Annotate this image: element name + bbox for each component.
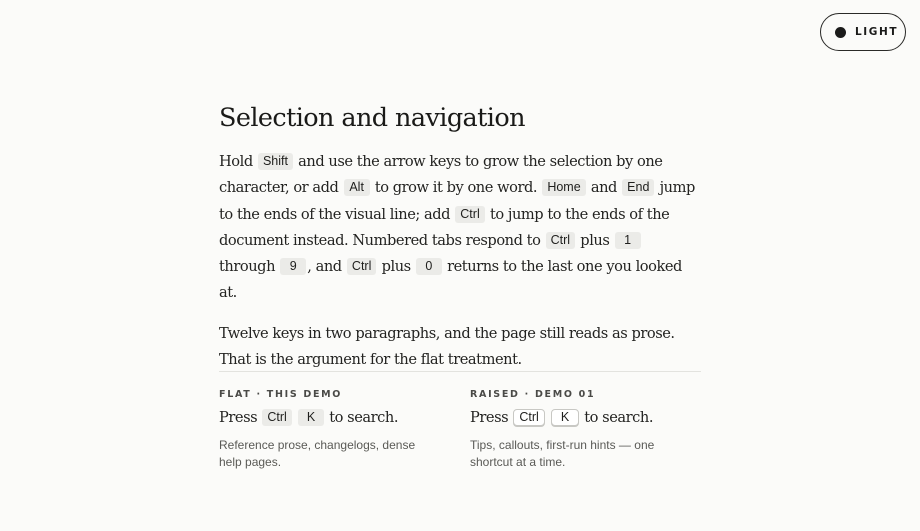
kbd-9: 9 (280, 258, 306, 275)
kbd-ctrl: Ctrl (347, 258, 376, 275)
demo-eyebrow: RAISED · DEMO 01 (470, 389, 596, 400)
prose-text: to grow it by one word. (374, 179, 538, 197)
section-divider (219, 371, 701, 372)
kbd-alt: Alt (344, 179, 370, 196)
paragraph-argument: Twelve keys in two paragraphs, and the page still reads as prose. That is the argument for the flat treatment. (219, 324, 675, 369)
prose-text: and (590, 179, 617, 197)
kbd-1: 1 (615, 232, 641, 249)
demo-flat (219, 389, 451, 470)
prose-text: jump to the ends of the visual line; add (219, 179, 695, 223)
paragraph-selection (219, 149, 701, 307)
demo-suffix-text: to search. (584, 409, 654, 426)
demo-example (470, 405, 702, 431)
demo-press-text: Press (470, 409, 509, 426)
demo-description: Tips, callouts, first-run hints — one shortcut at a time. (470, 438, 655, 469)
prose-text: through (219, 258, 276, 276)
demo-suffix-text: to search. (329, 409, 399, 426)
kbd-ctrl-raised: Ctrl (513, 409, 544, 426)
kbd-k-raised: K (551, 409, 579, 426)
demo-example (219, 405, 451, 431)
prose-text: plus (381, 258, 411, 276)
kbd-home: Home (542, 179, 585, 196)
prose-text: plus (580, 231, 610, 249)
prose-text: , and (307, 258, 342, 276)
article (219, 96, 701, 373)
prose-text: Hold (219, 153, 253, 170)
kbd-ctrl: Ctrl (262, 409, 291, 426)
theme-toggle-label: LIGHT (855, 26, 899, 38)
kbd-ctrl: Ctrl (546, 232, 575, 249)
kbd-end: End (622, 179, 654, 196)
demo-eyebrow: FLAT · THIS DEMO (219, 389, 343, 400)
prose-text: returns to the last one you looked at. (219, 258, 682, 302)
page-title: Selection and navigation (219, 103, 525, 133)
demo-raised (470, 389, 702, 470)
prose-text: to jump to the ends of the document instead. Numbered tabs respond to (219, 205, 670, 249)
kbd-0: 0 (416, 258, 442, 275)
prose-text: and use the arrow keys to grow the selection by one character, or add (219, 153, 663, 197)
kbd-shift: Shift (258, 153, 293, 170)
kbd-ctrl: Ctrl (455, 206, 484, 223)
theme-dot-icon (835, 27, 846, 38)
demo-description: Reference prose, changelogs, dense help pages. (219, 438, 416, 469)
kbd-k: K (298, 409, 324, 426)
theme-toggle-button[interactable] (820, 13, 906, 51)
demo-press-text: Press (219, 409, 258, 426)
